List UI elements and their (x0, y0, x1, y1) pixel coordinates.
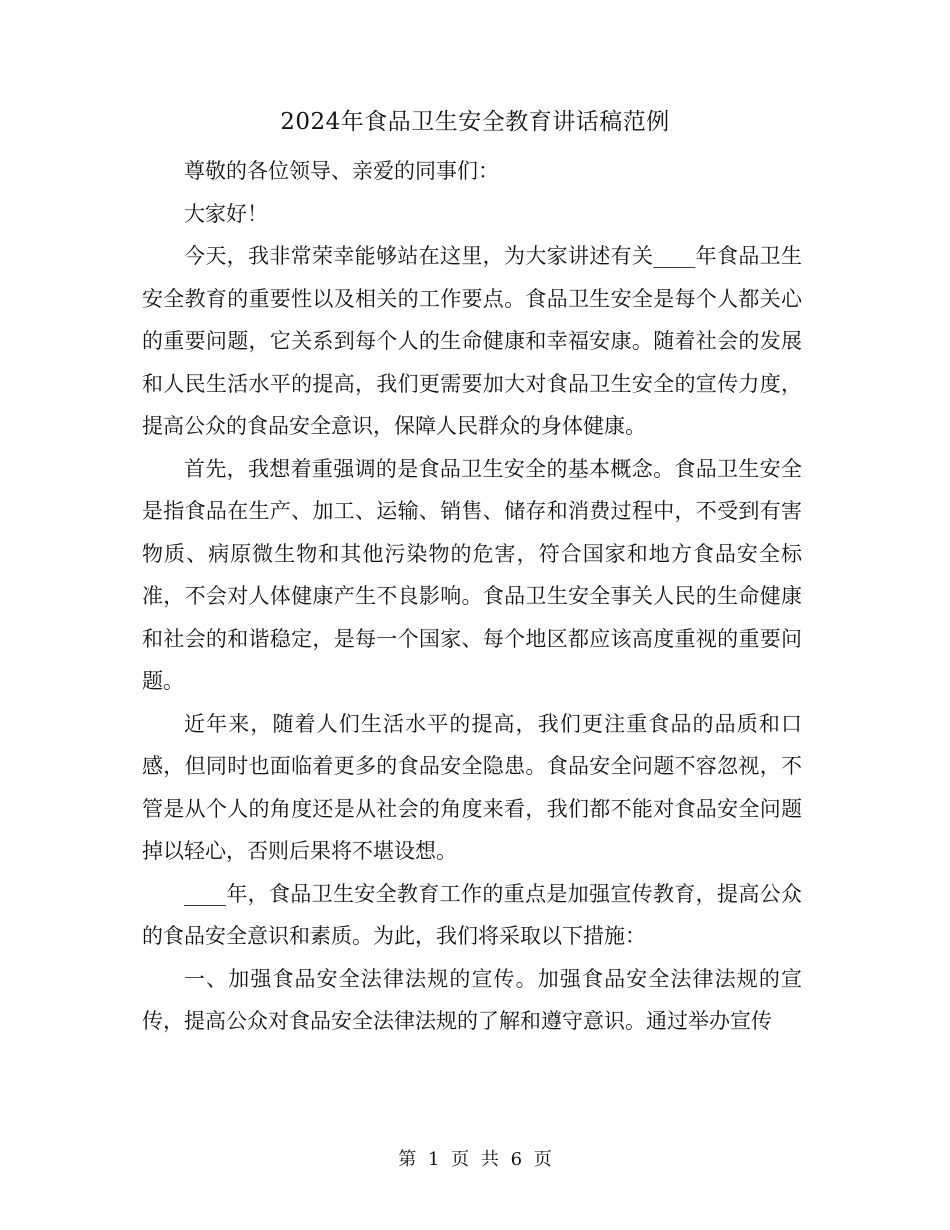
page-footer: 第 1 页 共 6 页 (398, 1149, 552, 1170)
paragraph-focus: ____年，食品卫生安全教育工作的重点是加强宣传教育，提高公众的食品安全意识和素质。为此，我们将采取以下措施： (142, 881, 802, 948)
paragraph-intro: 今天，我非常荣幸能够站在这里，为大家讲述有关____年食品卫生安全教育的重要性以及相关的工作要点。食品卫生安全是每个人都关心的重要问题，它关系到每个人的生命健康和幸福安康。随着社会的发展和人民生活水平的提高，我们更需要加大对食品卫生安全的宣传力度，提高公众的食品安全意识，保障人民群众的身体健康。 (142, 244, 802, 438)
paragraph-recent-years: 近年来，随着人们生活水平的提高，我们更注重食品的品质和口感，但同时也面临着更多的食品安全隐患。食品安全问题不容忽视，不管是从个人的角度还是从社会的角度来看，我们都不能对食品安全问题掉以轻心，否则后果将不堪设想。 (142, 711, 802, 863)
salutation: 尊敬的各位领导、亲爱的同事们： (184, 159, 499, 183)
document-title: 2024年食品卫生安全教育讲话稿范例 (280, 109, 670, 135)
greeting: 大家好！ (184, 201, 268, 226)
paragraph-measure-one: 一、加强食品安全法律法规的宣传。加强食品安全法律法规的宣传，提高公众对食品安全法律法规的了解和遵守意识。通过举办宣传 (142, 966, 802, 1033)
document-body (142, 150, 802, 1043)
paragraph-basic-concept: 首先，我想着重强调的是食品卫生安全的基本概念。食品卫生安全是指食品在生产、加工、运输、销售、储存和消费过程中，不受到有害物质、病原微生物和其他污染物的危害，符合国家和地方食品安全标准，不会对人体健康产生不良影响。食品卫生安全事关人民的生命健康和社会的和谐稳定，是每一个国家、每个地区都应该高度重视的重要问题。 (142, 456, 802, 693)
